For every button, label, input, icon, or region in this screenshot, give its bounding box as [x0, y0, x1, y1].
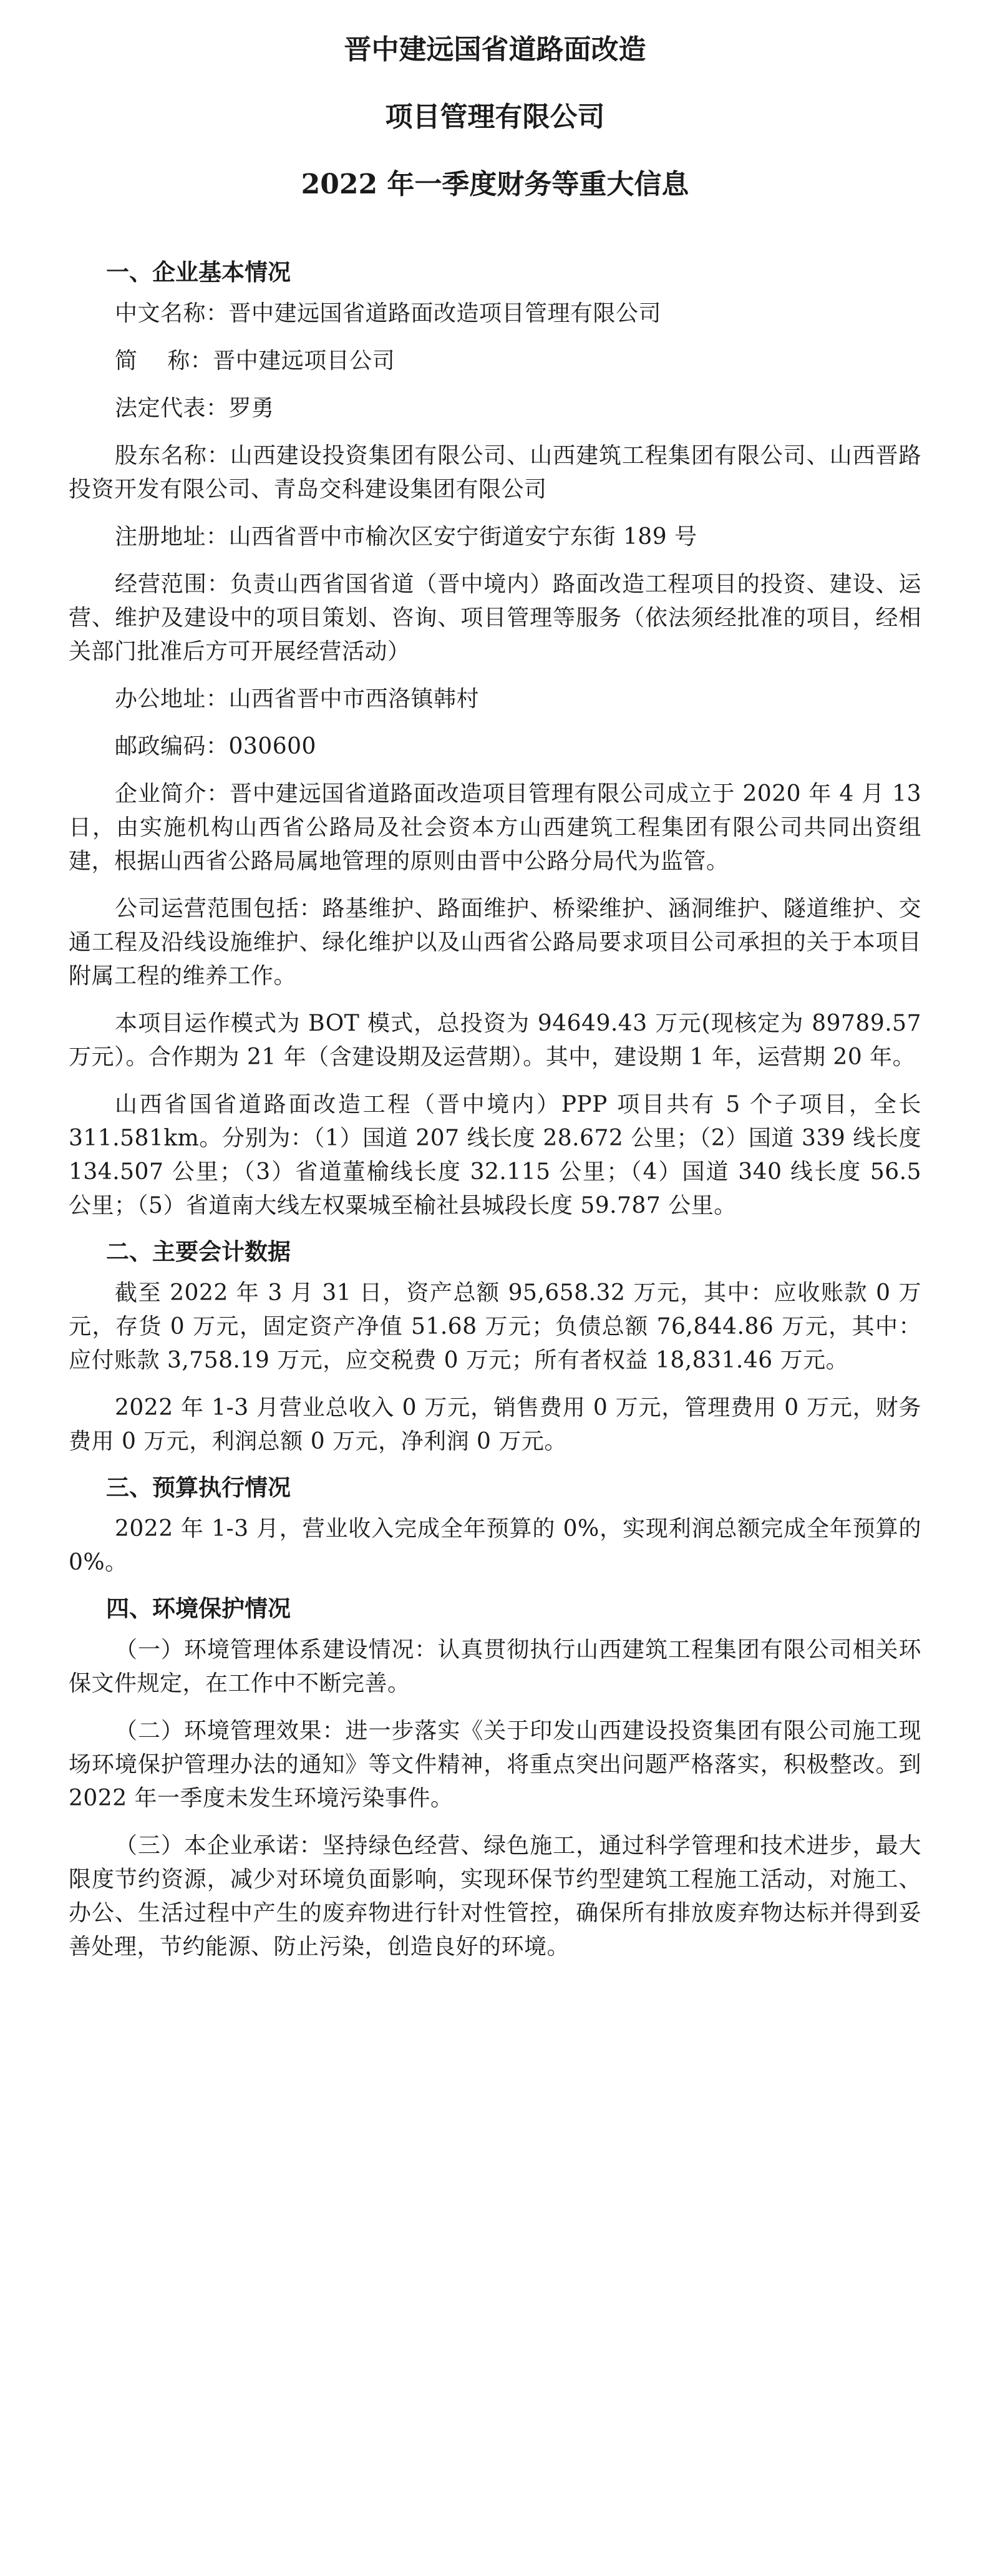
- paragraph-env-commitment: （三）本企业承诺：坚持绿色经营、绿色施工，通过科学管理和技术进步，最大限度节约资源，减少对环境负面影响，实现环保节约型建筑工程施工活动，对施工、办公、生活过程中产生的废弃物进行针对性管控，确保所有排放废弃物达标并得到妥善处理，节约能源、防止污染，创造良好的环境。: [69, 1833, 921, 1960]
- field-value: 负责山西省国省道（晋中境内）路面改造工程项目的投资、建设、运营、维护及建设中的项目策划、咨询、项目管理等服务（依法须经批准的项目，经相关部门批准后方可开展经营活动）: [69, 571, 921, 664]
- field-value: 晋中建远国省道路面改造项目管理有限公司成立于 2020 年 4 月 13 日，由实施机构山西省公路局及社会资本方山西建筑工程集团有限公司共同出资组建，根据山西省公路局属地管理的原则由晋中公路分局代为监管。: [69, 781, 921, 874]
- section-basic-info: [69, 257, 921, 1223]
- section-accounting-data: [69, 1237, 921, 1459]
- field-label: 邮政编码：: [115, 734, 229, 759]
- paragraph-env-effect: （二）环境管理效果：进一步落实《关于印发山西建设投资集团有限公司施工现场环境保护管理办法的通知》等文件精神，将重点突出问题严格落实，积极整改。到 2022 年一季度未发生环境污染事件。: [69, 1718, 921, 1811]
- section-heading-environmental-protection: 四、环境保护情况: [106, 1595, 291, 1622]
- field-registered-address: [69, 520, 921, 554]
- field-legal-representative: [69, 392, 921, 425]
- field-label: 简 称：: [115, 348, 213, 374]
- paragraph-env-system: （一）环境管理体系建设情况：认真贯彻执行山西建筑工程集团有限公司相关环保文件规定，在工作中不断完善。: [69, 1637, 921, 1696]
- section-environmental-protection: [69, 1593, 921, 1964]
- paragraph-bot-mode: 本项目运作模式为 BOT 模式，总投资为 94649.43 万元(现核定为 89789.57 万元）。合作期为 21 年（含建设期及运营期）。其中，建设期 1 年，运营期 20 年。: [69, 1011, 921, 1070]
- paragraph-operation-scope: 公司运营范围包括：路基维护、路面维护、桥梁维护、涵洞维护、隧道维护、交通工程及沿线设施维护、绿化维护以及山西省公路局要求项目公司承担的关于本项目附属工程的维养工作。: [69, 896, 921, 989]
- title-line-1: 晋中建远国省道路面改造: [344, 34, 646, 66]
- title-line-3: 2022 年一季度财务等重大信息: [301, 168, 689, 200]
- field-chinese-name: [69, 297, 921, 331]
- section-heading-budget-execution: 三、预算执行情况: [106, 1474, 291, 1501]
- document-title-block: [69, 31, 921, 203]
- field-value: 山西省晋中市榆次区安宁街道安宁东街 189 号: [228, 524, 697, 550]
- field-label: 注册地址：: [115, 524, 229, 550]
- field-label: 法定代表：: [115, 396, 229, 421]
- field-office-address: [69, 683, 921, 716]
- field-value: 山西建设投资集团有限公司、山西建筑工程集团有限公司、山西晋路投资开发有限公司、青岛交科建设集团有限公司: [69, 443, 921, 502]
- field-value: 晋中建远项目公司: [213, 348, 396, 374]
- field-value: 罗勇: [228, 396, 274, 421]
- field-label: 中文名称：: [115, 301, 229, 326]
- field-postcode: [69, 730, 921, 764]
- field-label: 经营范围：: [115, 571, 230, 597]
- paragraph-balance-sheet: 截至 2022 年 3 月 31 日，资产总额 95,658.32 万元，其中：应收账款 0 万元，存货 0 万元，固定资产净值 51.68 万元；负债总额 76,844.86 万元，其中：应付账款 3,758.19 万元，应交税费 0 万元；所有者权益 18,831.46 万元。: [69, 1280, 921, 1373]
- field-value: 晋中建远国省道路面改造项目管理有限公司: [228, 301, 662, 326]
- section-heading-accounting-data: 二、主要会计数据: [106, 1238, 291, 1265]
- field-value: 山西省晋中市西洛镇韩村: [228, 686, 480, 712]
- field-company-intro: [69, 777, 921, 878]
- field-business-scope: [69, 568, 921, 669]
- field-value: 030600: [228, 734, 316, 759]
- paragraph-income-statement: 2022 年 1-3 月营业总收入 0 万元，销售费用 0 万元，管理费用 0 万元，财务费用 0 万元，利润总额 0 万元，净利润 0 万元。: [69, 1395, 921, 1454]
- field-short-name: [69, 344, 921, 378]
- field-label: 股东名称：: [115, 443, 230, 469]
- paragraph-ppp-subprojects: 山西省国省道路面改造工程（晋中境内）PPP 项目共有 5 个子项目，全长 311.581km。分别为：（1）国道 207 线长度 28.672 公里；（2）国道 339 线长度 134.507 公里；（3）省道董榆线长度 32.115 公里；（4）国道 340 线长度 56.5 公里；（5）省道南大线左权粟城至榆社县城段长度 59.787 公里。: [69, 1092, 921, 1218]
- field-label: 企业简介：: [115, 781, 230, 807]
- paragraph-budget-completion: 2022 年 1-3 月，营业收入完成全年预算的 0%，实现利润总额完成全年预算的 0%。: [69, 1516, 921, 1575]
- field-label: 办公地址：: [115, 686, 229, 712]
- section-heading-basic-info: 一、企业基本情况: [106, 259, 291, 286]
- section-budget-execution: [69, 1472, 921, 1580]
- title-line-2: 项目管理有限公司: [385, 101, 605, 133]
- field-shareholders: [69, 439, 921, 507]
